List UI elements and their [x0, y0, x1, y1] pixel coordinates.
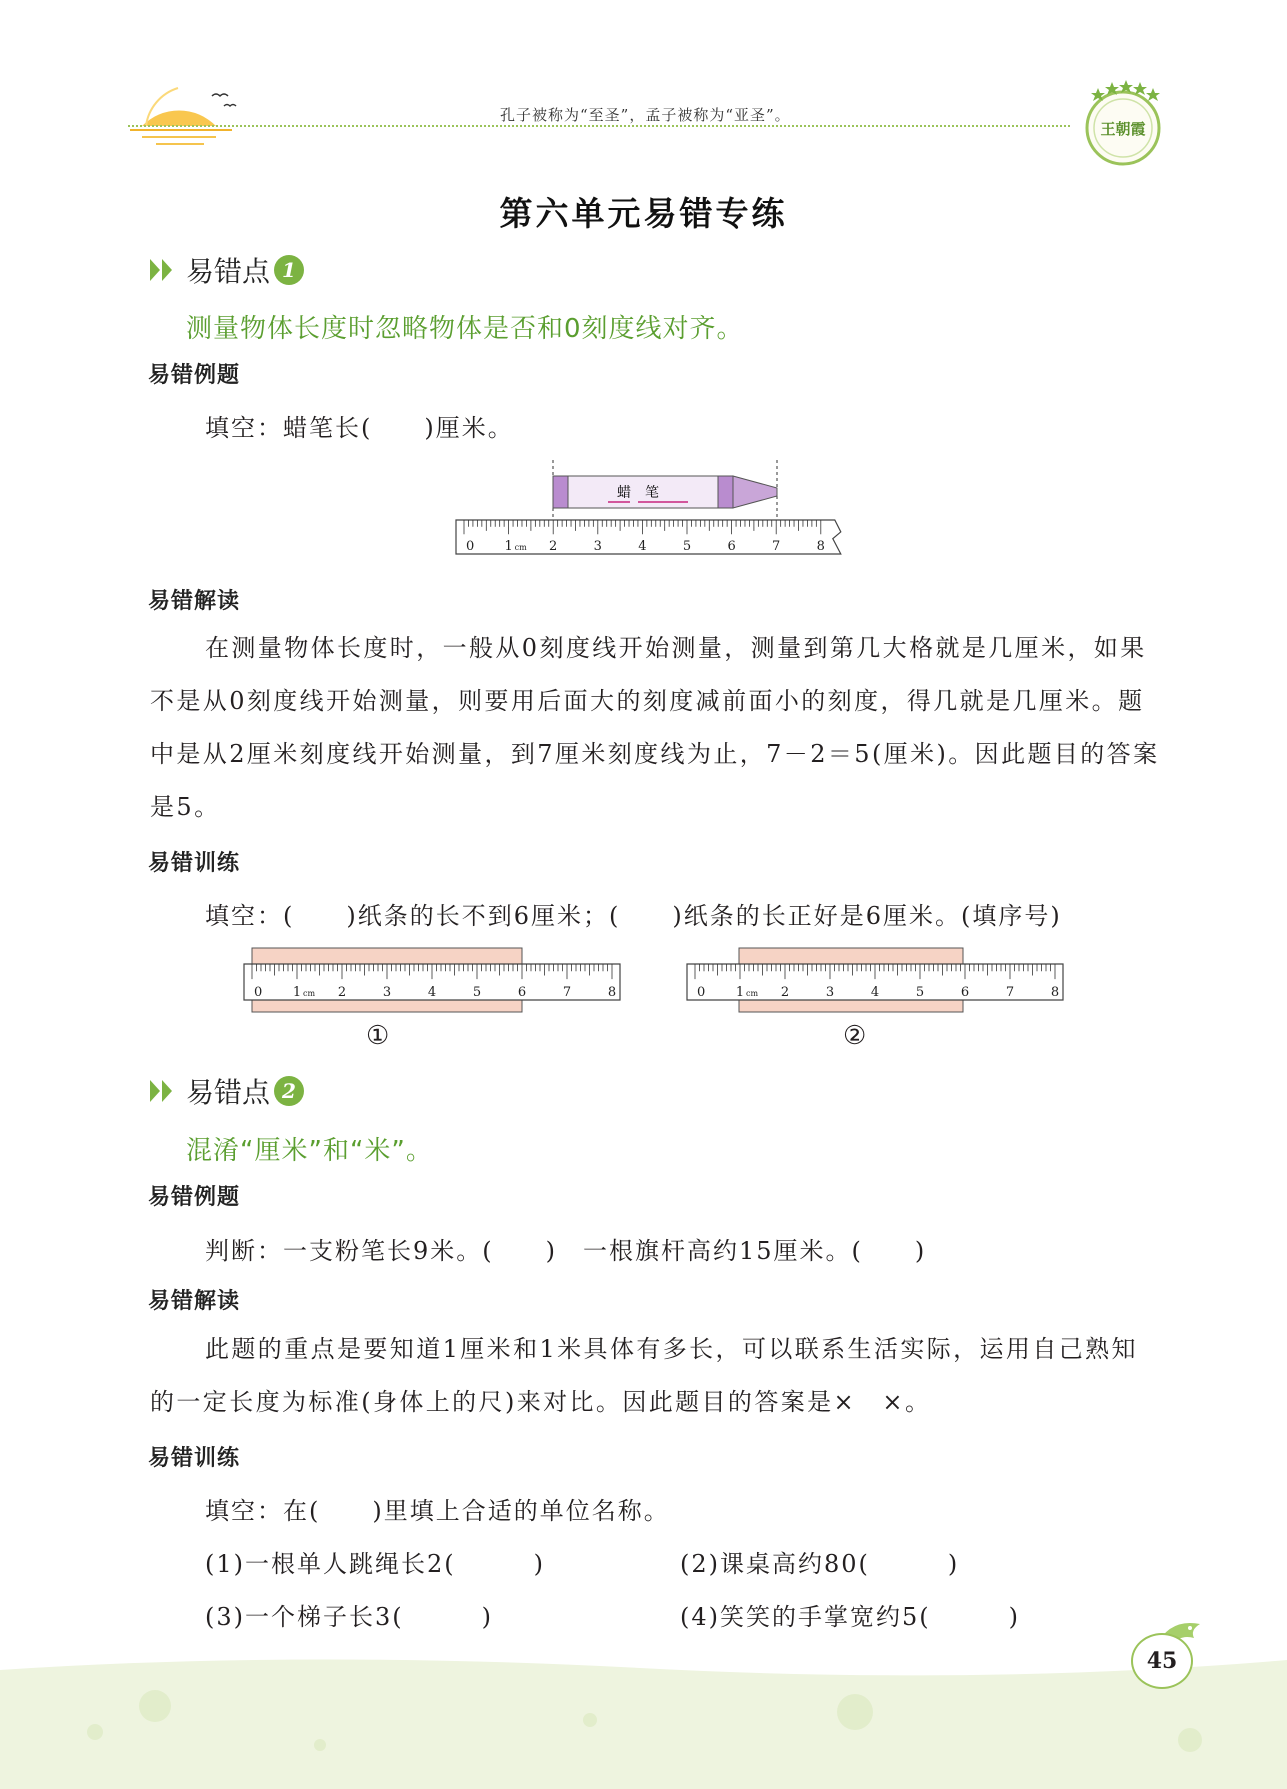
ruler-figure-2 — [683, 946, 1073, 1016]
ruler-unit: cm — [746, 989, 759, 998]
explain-heading: 易错解读 — [148, 589, 241, 614]
ruler — [244, 964, 620, 1000]
ruler-unit: cm — [514, 543, 527, 552]
section-label: 易错点 — [186, 1076, 271, 1109]
ruler-number: 1 — [292, 985, 302, 1000]
section-number-badge: 1 — [274, 255, 304, 285]
training-item-4: (4)笑笑的手掌宽约5( ) — [680, 1603, 1020, 1631]
section-description: 测量物体长度时忽略物体是否和0刻度线对齐。 — [186, 314, 744, 344]
figure-label-1: ① — [366, 1021, 390, 1051]
ruler-number: 8 — [816, 539, 825, 554]
header-motto: 孔子被称为“至圣”，孟子被称为“亚圣”。 — [500, 106, 791, 124]
training-item-3: (3)一个梯子长3( ) — [205, 1603, 493, 1631]
ruler-number: 4 — [427, 985, 437, 1000]
footer-band — [0, 1650, 1287, 1789]
training-heading: 易错训练 — [148, 1446, 241, 1471]
ruler-number: 6 — [727, 539, 736, 554]
ruler-number: 7 — [772, 539, 781, 554]
explain-heading: 易错解读 — [148, 1289, 241, 1314]
ruler — [456, 520, 841, 554]
ruler-number: 1 — [504, 539, 513, 554]
ruler-number: 3 — [593, 539, 602, 554]
double-chevron-icon — [148, 255, 178, 285]
ruler-figure-1 — [240, 946, 630, 1016]
training-question: 填空：( )纸条的长不到6厘米；( )纸条的长正好是6厘米。(填序号) — [205, 902, 1062, 930]
logo-text: 王朝霞 — [1100, 120, 1146, 138]
ruler-number: 5 — [682, 539, 692, 554]
crayon-label: 蜡 笔 — [617, 485, 659, 501]
section-heading-2 — [148, 1071, 304, 1111]
example-question: 填空：蜡笔长( )厘米。 — [205, 414, 514, 442]
page-number: 45 — [1131, 1633, 1193, 1689]
double-chevron-icon — [148, 1076, 178, 1106]
ruler-number: 7 — [1005, 985, 1015, 1000]
ruler-number: 3 — [825, 985, 835, 1000]
publisher-logo — [1078, 78, 1168, 168]
section-heading-1 — [148, 250, 304, 290]
ruler-number: 5 — [472, 985, 482, 1000]
ruler-number: 0 — [466, 539, 475, 554]
section-label: 易错点 — [186, 255, 271, 288]
section-number-badge: 2 — [274, 1076, 304, 1106]
example-heading: 易错例题 — [148, 1185, 241, 1210]
training-heading: 易错训练 — [148, 851, 241, 876]
ruler-number: 0 — [697, 985, 706, 1000]
ruler-number: 6 — [960, 985, 970, 1000]
training-item-1: (1)一根单人跳绳长2( ) — [205, 1550, 545, 1578]
example-question: 判断：一支粉笔长9米。( ) 一根旗杆高约15厘米。( ) — [205, 1237, 927, 1265]
ruler-number: 6 — [517, 985, 527, 1000]
ruler-number: 7 — [562, 985, 572, 1000]
page-title: 第六单元易错专练 — [499, 194, 788, 233]
explain-paragraph: 在测量物体长度时，一般从0刻度线开始测量，测量到第几大格就是几厘米，如果不是从0刻度线开始测量，则要用后面大的刻度减前面小的刻度，得几就是几厘米。题中是从2厘米刻度线开始测量，到7厘米刻度线为止，7－2＝5(厘米)。因此题目的答案是5。 — [150, 634, 1160, 821]
training-question: 填空：在( )里填上合适的单位名称。 — [205, 1497, 670, 1525]
section-description: 混淆“厘米”和“米”。 — [186, 1136, 433, 1166]
explain-paragraph: 此题的重点是要知道1厘米和1米具体有多长，可以联系生活实际，运用自己熟知的一定长度为标准(身体上的尺)来对比。因此题目的答案是× ×。 — [150, 1335, 1138, 1416]
ruler-unit: cm — [303, 989, 316, 998]
ruler-number: 8 — [1050, 985, 1060, 1000]
ruler-number: 4 — [638, 539, 647, 554]
figure-label-2: ② — [843, 1021, 867, 1051]
crayon-ruler-figure — [450, 458, 850, 563]
ruler-number: 3 — [382, 985, 392, 1000]
ruler — [687, 964, 1063, 1000]
header-divider — [128, 125, 1070, 127]
training-item-2: (2)课桌高约80( ) — [680, 1550, 960, 1578]
example-heading: 易错例题 — [148, 363, 241, 388]
crayon — [553, 476, 777, 508]
ruler-number: 2 — [780, 985, 790, 1000]
ruler-number: 2 — [337, 985, 347, 1000]
ruler-number: 1 — [735, 985, 745, 1000]
ruler-number: 4 — [870, 985, 880, 1000]
ruler-number: 8 — [607, 985, 617, 1000]
ruler-number: 5 — [915, 985, 925, 1000]
sun-decoration-icon — [120, 70, 260, 150]
ruler-number: 2 — [549, 539, 558, 554]
ruler-number: 0 — [254, 985, 263, 1000]
